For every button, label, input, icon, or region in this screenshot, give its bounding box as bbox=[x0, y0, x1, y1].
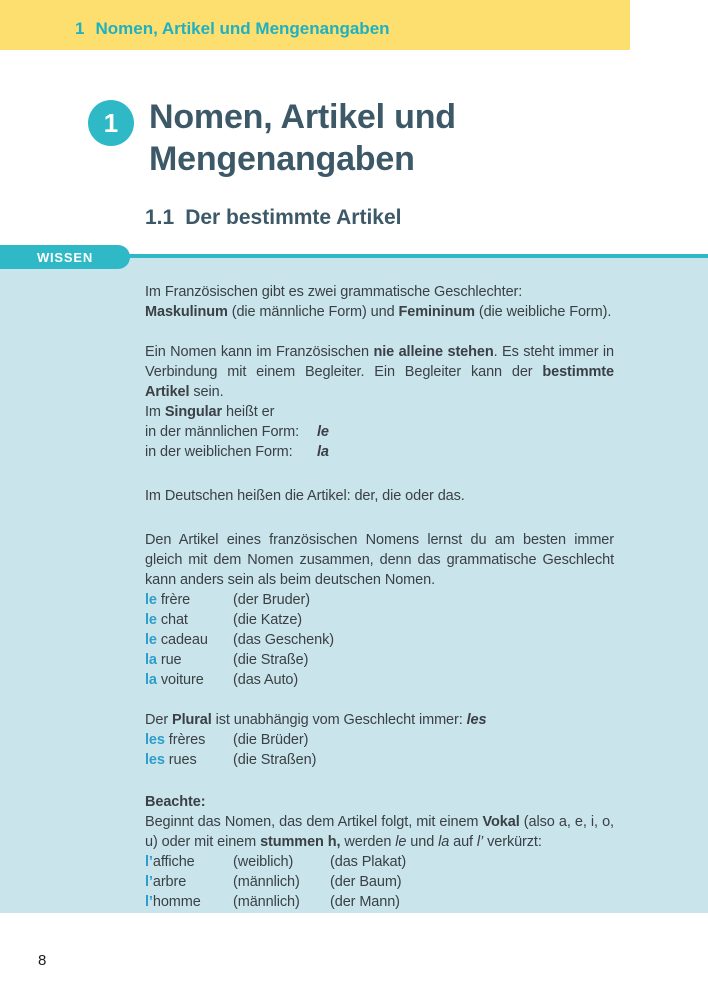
wissen-tab-label: WISSEN bbox=[0, 245, 130, 269]
list-row bbox=[145, 872, 614, 892]
list-row bbox=[145, 892, 614, 912]
chapter-title-line1: Nomen, Artikel und bbox=[149, 98, 456, 136]
list-row bbox=[145, 852, 614, 872]
chapter-title bbox=[149, 96, 456, 180]
section-heading bbox=[145, 206, 402, 230]
paragraph-vokal-regel: Beginnt das Nomen, das dem Artikel folgt, mit einem Vokal (also a, e, i, o, u) oder mit einem stummen h, werden le und la auf l’ verkürzt: bbox=[145, 814, 614, 850]
list-cell: (das Auto) bbox=[233, 672, 299, 688]
list-cell: (der Bruder) bbox=[233, 592, 310, 608]
wissen-box bbox=[0, 249, 708, 913]
list-cell: (die Katze) bbox=[233, 612, 303, 628]
list-row bbox=[145, 650, 614, 670]
list-cell: l’affiche bbox=[145, 854, 195, 870]
paragraph-plural: Der Plural ist unabhängig vom Geschlecht immer: les bbox=[145, 712, 487, 728]
paragraph-begleiter: Ein Nomen kann im Französischen nie alleine stehen. Es steht immer in Verbindung mit einem Begleiter. Ein Begleiter kann der bestimmte Artikel sein. Im Singular heißt er bbox=[145, 344, 614, 420]
list-row bbox=[145, 442, 614, 462]
header-chapter-number: 1 bbox=[75, 19, 85, 38]
knowledge-box-content bbox=[0, 254, 708, 913]
list-cell: la voiture bbox=[145, 672, 204, 688]
list-cell: l’arbre bbox=[145, 874, 187, 890]
chapter-title-line2: Mengenangaben bbox=[149, 140, 415, 178]
list-row bbox=[145, 670, 614, 690]
list-cell: (die Straßen) bbox=[233, 752, 317, 768]
list-cell: les frères bbox=[145, 732, 206, 748]
list-cell: (die Straße) bbox=[233, 652, 309, 668]
list-row bbox=[145, 590, 614, 610]
vocab-list-singular bbox=[145, 590, 614, 690]
list-cell: (der Baum) bbox=[330, 874, 402, 890]
list-cell: la bbox=[317, 444, 329, 460]
section-title: Der bestimmte Artikel bbox=[185, 206, 402, 229]
list-row bbox=[145, 730, 614, 750]
chapter-number-badge bbox=[88, 100, 134, 146]
list-cell: (die Brüder) bbox=[233, 732, 309, 748]
list-cell: (das Plakat) bbox=[330, 854, 407, 870]
paragraph-artikel-lernen: Den Artikel eines französischen Nomens lernst du am besten immer gleich mit dem Nomen zusammen, denn das grammatische Geschlecht kann anders sein als beim deutschen Nomen. bbox=[145, 532, 614, 588]
beachte-label: Beachte: bbox=[145, 794, 206, 810]
list-cell: la rue bbox=[145, 652, 182, 668]
vocab-list-elision bbox=[145, 852, 614, 912]
list-cell: l’homme bbox=[145, 894, 201, 910]
list-cell: le bbox=[317, 424, 329, 440]
paragraph-genders: Im Französischen gibt es zwei grammatische Geschlechter: Maskulinum (die männliche Form) und Femininum (die weibliche Form). bbox=[145, 284, 612, 320]
list-cell: le chat bbox=[145, 612, 188, 628]
list-cell: (männlich) bbox=[233, 874, 300, 890]
list-row bbox=[145, 610, 614, 630]
list-row bbox=[145, 422, 614, 442]
list-row bbox=[145, 750, 614, 770]
article-forms-list bbox=[145, 422, 614, 462]
list-cell: (männlich) bbox=[233, 894, 300, 910]
list-cell: les rues bbox=[145, 752, 197, 768]
page-header-banner bbox=[0, 0, 630, 50]
list-cell: le frère bbox=[145, 592, 191, 608]
list-cell: (weiblich) bbox=[233, 854, 294, 870]
vocab-list-plural bbox=[145, 730, 614, 770]
chapter-number: 1 bbox=[103, 107, 119, 138]
list-cell: in der männlichen Form: bbox=[145, 424, 300, 440]
page-number: 8 bbox=[38, 952, 47, 969]
list-cell: le cadeau bbox=[145, 632, 208, 648]
list-cell: (der Mann) bbox=[330, 894, 400, 910]
section-number: 1.1 bbox=[145, 206, 175, 229]
paragraph-deutsche-artikel: Im Deutschen heißen die Artikel: der, die oder das. bbox=[145, 488, 465, 504]
list-cell: (das Geschenk) bbox=[233, 632, 334, 648]
chapter-heading bbox=[88, 96, 456, 180]
list-row bbox=[145, 630, 614, 650]
header-chapter-title: Nomen, Artikel und Mengenangaben bbox=[95, 19, 390, 38]
list-cell: in der weiblichen Form: bbox=[145, 444, 293, 460]
